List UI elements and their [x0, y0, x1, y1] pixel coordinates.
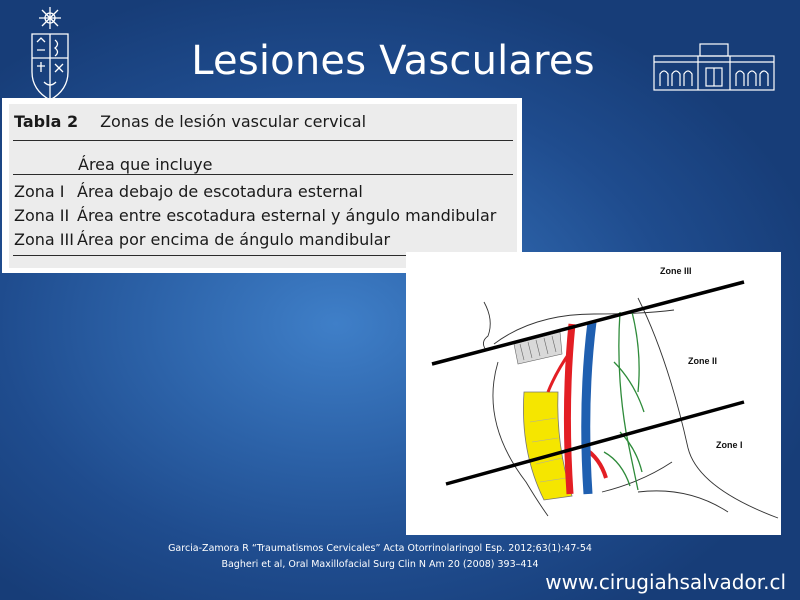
zones-table-panel	[2, 98, 522, 273]
zone-i-label: Zone I	[716, 440, 743, 450]
zone-name: Zona III	[14, 230, 74, 249]
zone-area: Área por encima de ángulo mandibular	[77, 230, 391, 249]
neck-anatomy-illustration	[406, 252, 781, 535]
cervical-nerves	[604, 312, 644, 490]
table-row	[14, 230, 390, 249]
jaw-outline	[483, 302, 490, 350]
neck-zones-diagram	[406, 252, 781, 535]
table-heading	[14, 112, 366, 131]
zone-area: Área debajo de escotadura esternal	[77, 182, 363, 201]
table-column-header: Área que incluye	[78, 155, 213, 174]
reference-item: Garcia-Zamora R “Traumatismos Cervicales” Acta Otorrinolaringol Esp. 2012;63(1):47-54	[168, 543, 592, 554]
zone-ii-label: Zone II	[688, 356, 717, 366]
reference-item: Bagheri et al, Oral Maxillofacial Surg Clin N Am 20 (2008) 393–414	[221, 559, 539, 570]
zones-table	[9, 104, 517, 268]
zone-iii-label: Zone III	[660, 266, 692, 276]
table-rule-middle	[13, 174, 513, 175]
table-row	[14, 182, 363, 201]
table-caption: Zonas de lesión vascular cervical	[100, 112, 367, 131]
zone-area: Área entre escotadura esternal y ángulo mandibular	[77, 206, 497, 225]
carotid-artery	[567, 324, 572, 494]
zone-name: Zona II	[14, 206, 70, 225]
table-row	[14, 206, 496, 225]
jugular-vein	[586, 322, 592, 494]
zone-i-boundary-line	[446, 402, 744, 484]
shoulder-outline	[638, 491, 728, 512]
table-label: Tabla 2	[14, 112, 79, 131]
zone-name: Zona I	[14, 182, 65, 201]
table-rule-top	[13, 140, 513, 141]
website-url: www.cirugiahsalvador.cl	[545, 570, 786, 594]
slide-title: Lesiones Vasculares	[191, 38, 595, 84]
posterior-neck-outline	[638, 298, 778, 518]
references	[0, 541, 760, 573]
